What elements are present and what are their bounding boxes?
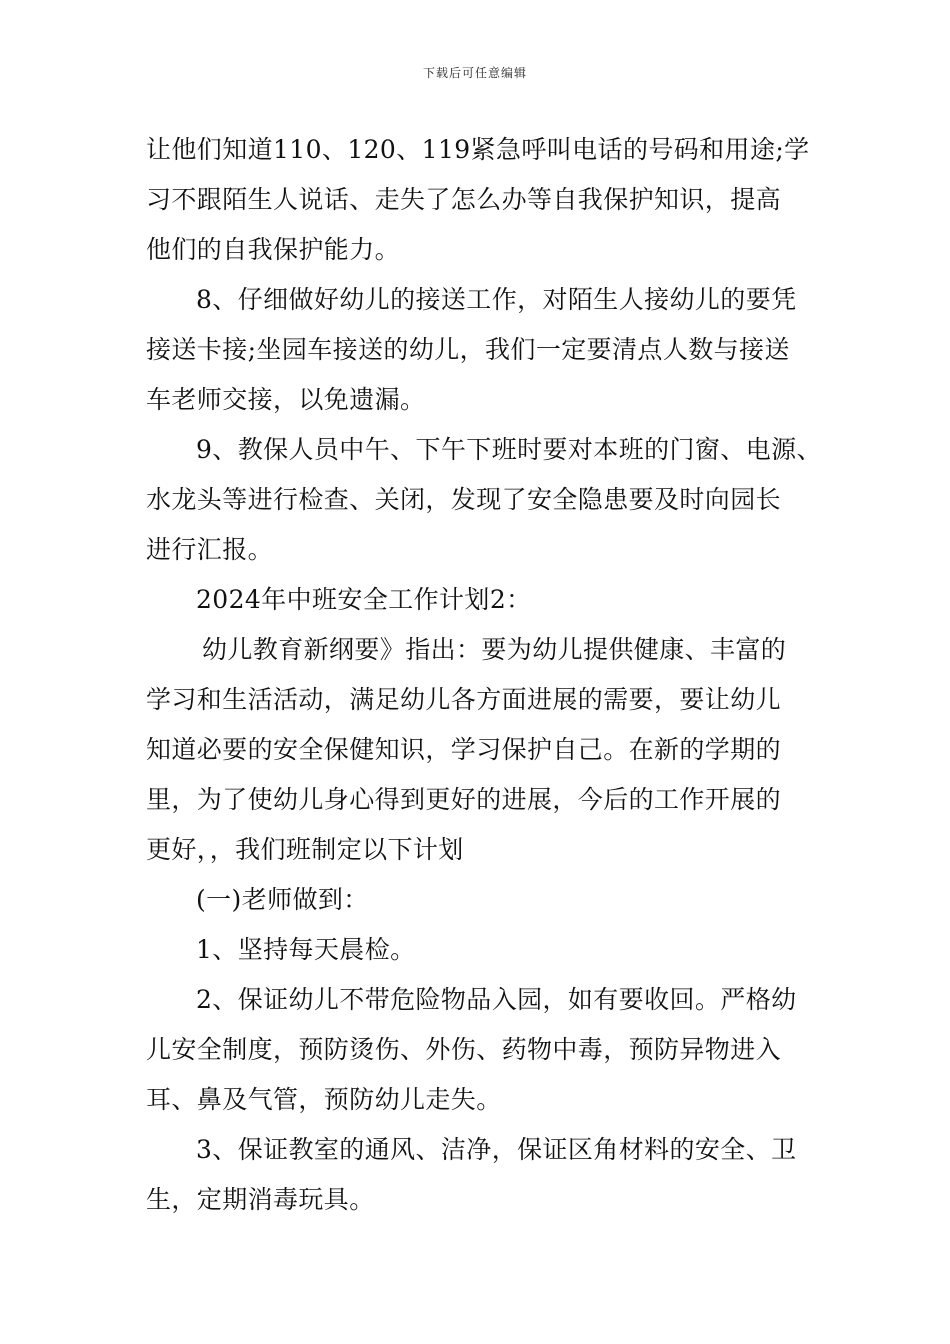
document-body <box>146 125 822 1225</box>
text-line: 儿安全制度，预防烫伤、外伤、药物中毒，预防异物进入 <box>146 1035 782 1064</box>
subsection-heading: (一)老师做到： <box>196 885 369 914</box>
page-header: 下载后可任意编辑 <box>422 66 527 80</box>
text-line: 让他们知道110、120、119紧急呼叫电话的号码和用途;学 <box>146 135 810 164</box>
text-line: 耳、鼻及气管，预防幼儿走失。 <box>146 1085 502 1114</box>
text-line: 水龙头等进行检查、关闭，发现了安全隐患要及时向园长 <box>146 485 782 514</box>
text-line: 知道必要的安全保健知识，学习保护自己。在新的学期的 <box>146 735 782 764</box>
text-line: 2、保证幼儿不带危险物品入园，如有要收回。严格幼 <box>196 985 797 1014</box>
text-line: 接送卡接;坐园车接送的幼儿，我们一定要清点人数与接送 <box>146 335 790 364</box>
text-line: 学习和生活活动，满足幼儿各方面进展的需要，要让幼儿 <box>146 685 782 714</box>
section-heading: 2024年中班安全工作计划2： <box>196 585 532 614</box>
text-line: 9、教保人员中午、下午下班时要对本班的门窗、电源、 <box>196 435 822 464</box>
text-line: 3、保证教室的通风、洁净，保证区角材料的安全、卫 <box>196 1135 797 1164</box>
text-line: 他们的自我保护能力。 <box>146 235 401 264</box>
text-line: 进行汇报。 <box>146 535 274 564</box>
text-line: 幼儿教育新纲要》指出：要为幼儿提供健康、丰富的 <box>202 635 787 664</box>
text-line: 更好，，我们班制定以下计划 <box>146 835 464 864</box>
text-line: 8、仔细做好幼儿的接送工作，对陌生人接幼儿的要凭 <box>196 285 797 314</box>
text-line: 生，定期消毒玩具。 <box>146 1185 375 1214</box>
text-line: 1、坚持每天晨检。 <box>196 935 416 964</box>
text-line: 习不跟陌生人说话、走失了怎么办等自我保护知识，提高 <box>146 185 782 214</box>
text-line: 里，为了使幼儿身心得到更好的进展，今后的工作开展的 <box>146 785 782 814</box>
text-line: 车老师交接，以免遗漏。 <box>146 385 426 414</box>
